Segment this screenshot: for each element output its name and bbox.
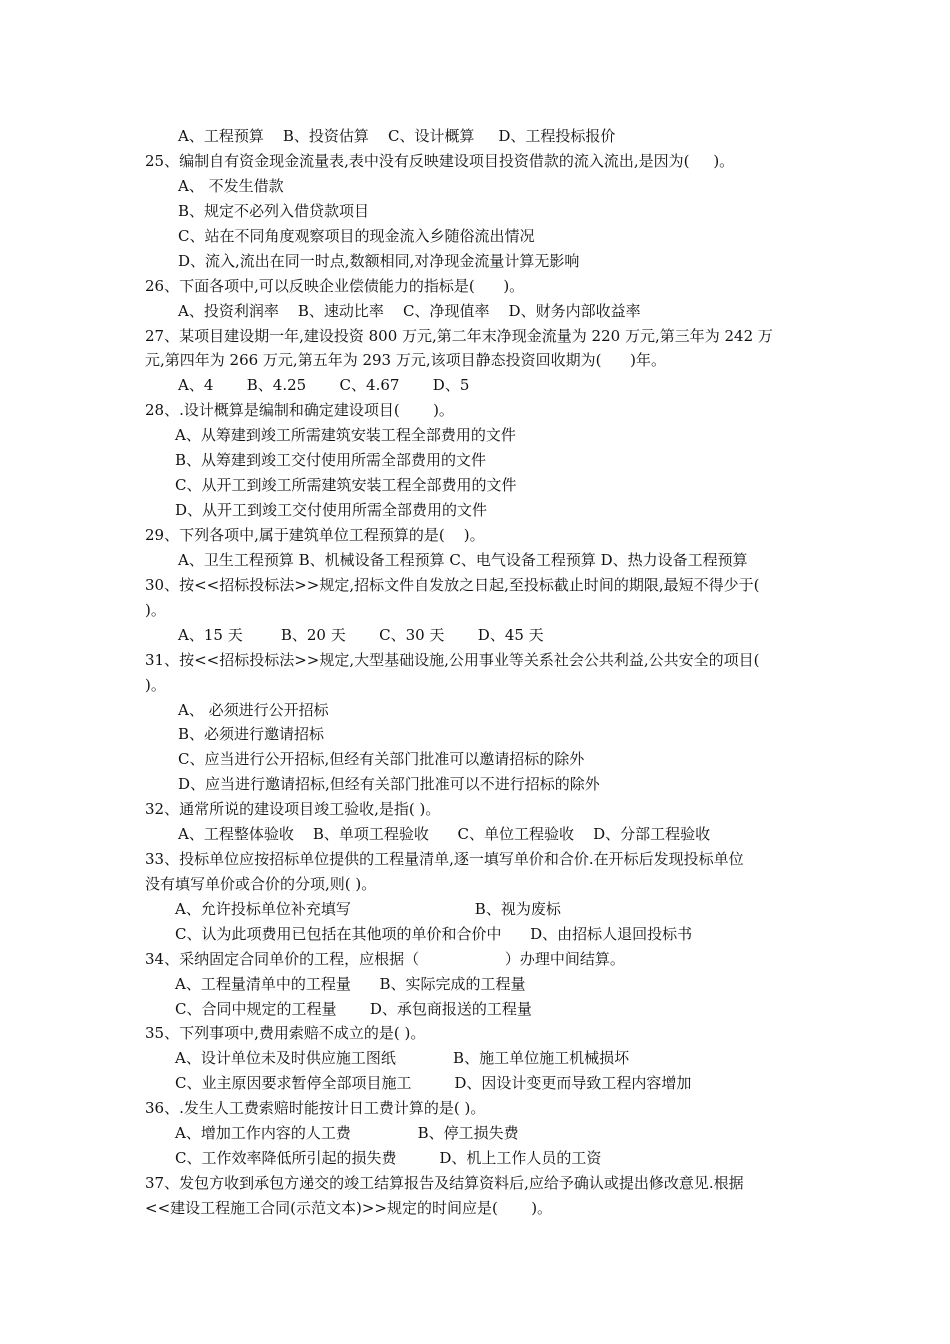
q26-text: 26、下面各项中,可以反映企业偿债能力的指标是( )。 bbox=[145, 277, 525, 295]
q25-option-d: D、流入,流出在同一时点,数额相同,对净现金流量计算无影响 bbox=[178, 252, 580, 270]
q25-option-b: B、规定不必列入借贷款项目 bbox=[178, 202, 370, 220]
q30-text-line1: 30、按<<招标投标法>>规定,招标文件自发放之日起,至投标截止时间的期限,最短不得少于( bbox=[145, 576, 760, 594]
q31-text-line1: 31、按<<招标投标法>>规定,大型基础设施,公用事业等关系社会公共利益,公共安全的项目( bbox=[145, 651, 760, 669]
q35-options-ab: A、设计单位未及时供应施工图纸 B、施工单位施工机械损坏 bbox=[175, 1049, 630, 1067]
q32-options: A、工程整体验收 B、单项工程验收 C、单位工程验收 D、分部工程验收 bbox=[178, 825, 711, 843]
q30-text-line2: )。 bbox=[145, 601, 166, 619]
q27-text-line1: 27、某项目建设期一年,建设投资 800 万元,第二年末净现金流量为 220 万元,第三年为 242 万 bbox=[145, 327, 773, 345]
q33-text-line1: 33、投标单位应按招标单位提供的工程量清单,逐一填写单价和合价.在开标后发现投标单位 bbox=[145, 850, 744, 868]
q36-text: 36、.发生人工费索赔时能按计日工费计算的是( )。 bbox=[145, 1099, 486, 1117]
q25-option-a: A、 不发生借款 bbox=[178, 177, 284, 195]
q29-text: 29、下列各项中,属于建筑单位工程预算的是( )。 bbox=[145, 526, 485, 544]
q36-options-cd: C、工作效率降低所引起的损失费 D、机上工作人员的工资 bbox=[175, 1149, 602, 1167]
q31-option-d: D、应当进行邀请招标,但经有关部门批准可以不进行招标的除外 bbox=[178, 775, 600, 793]
q34-text: 34、采纳固定合同单价的工程，应根据（ ）办理中间结算。 bbox=[145, 950, 625, 968]
q35-options-cd: C、业主原因要求暂停全部项目施工 D、因设计变更而导致工程内容增加 bbox=[175, 1074, 692, 1092]
q31-option-a: A、 必须进行公开招标 bbox=[178, 701, 329, 719]
q37-text-line2: <<建设工程施工合同(示范文本)>>规定的时间应是( )。 bbox=[145, 1199, 553, 1217]
q29-options: A、卫生工程预算 B、机械设备工程预算 C、电气设备工程预算 D、热力设备工程预算 bbox=[178, 551, 748, 569]
q27-options: A、4 B、4.25 C、4.67 D、5 bbox=[178, 376, 470, 394]
q34-options-ab: A、工程量清单中的工程量 B、实际完成的工程量 bbox=[175, 975, 526, 993]
q24-options: A、工程预算 B、投资估算 C、设计概算 D、工程投标报价 bbox=[178, 127, 616, 145]
q27-text-line2: 元,第四年为 266 万元,第五年为 293 万元,该项目静态投资回收期为( )年。 bbox=[145, 351, 666, 369]
q33-options-cd: C、认为此项费用已包括在其他项的单价和合价中 D、由招标人退回投标书 bbox=[175, 925, 693, 943]
q30-options: A、15 天 B、20 天 C、30 天 D、45 天 bbox=[178, 626, 544, 644]
q35-text: 35、下列事项中,费用索赔不成立的是( )。 bbox=[145, 1024, 426, 1042]
q34-options-cd: C、合同中规定的工程量 D、承包商报送的工程量 bbox=[175, 1000, 532, 1018]
q28-text: 28、.设计概算是编制和确定建设项目( )。 bbox=[145, 401, 454, 419]
q28-option-a: A、从筹建到竣工所需建筑安装工程全部费用的文件 bbox=[175, 426, 516, 444]
q33-text-line2: 没有填写单价或合价的分项,则( )。 bbox=[145, 875, 377, 893]
q28-option-b: B、从筹建到竣工交付使用所需全部费用的文件 bbox=[175, 451, 487, 469]
q36-options-ab: A、增加工作内容的人工费 B、停工损失费 bbox=[175, 1124, 519, 1142]
q32-text: 32、通常所说的建设项目竣工验收,是指( )。 bbox=[145, 800, 441, 818]
q31-text-line2: )。 bbox=[145, 676, 166, 694]
q26-options: A、投资利润率 B、速动比率 C、净现值率 D、财务内部收益率 bbox=[178, 302, 641, 320]
q25-option-c: C、站在不同角度观察项目的现金流入乡随俗流出情况 bbox=[178, 227, 535, 245]
q31-option-b: B、必须进行邀请招标 bbox=[178, 725, 325, 743]
q28-option-d: D、从开工到竣工交付使用所需全部费用的文件 bbox=[175, 501, 488, 519]
q25-text: 25、编制自有资金现金流量表,表中没有反映建设项目投资借款的流入流出,是因为( )。 bbox=[145, 152, 735, 170]
q31-option-c: C、应当进行公开招标,但经有关部门批准可以邀请招标的除外 bbox=[178, 750, 585, 768]
q28-option-c: C、从开工到竣工所需建筑安装工程全部费用的文件 bbox=[175, 476, 517, 494]
q33-options-ab: A、允许投标单位补充填写 B、视为废标 bbox=[175, 900, 561, 918]
q37-text-line1: 37、发包方收到承包方递交的竣工结算报告及结算资料后,应给予确认或提出修改意见.根据 bbox=[145, 1174, 744, 1192]
